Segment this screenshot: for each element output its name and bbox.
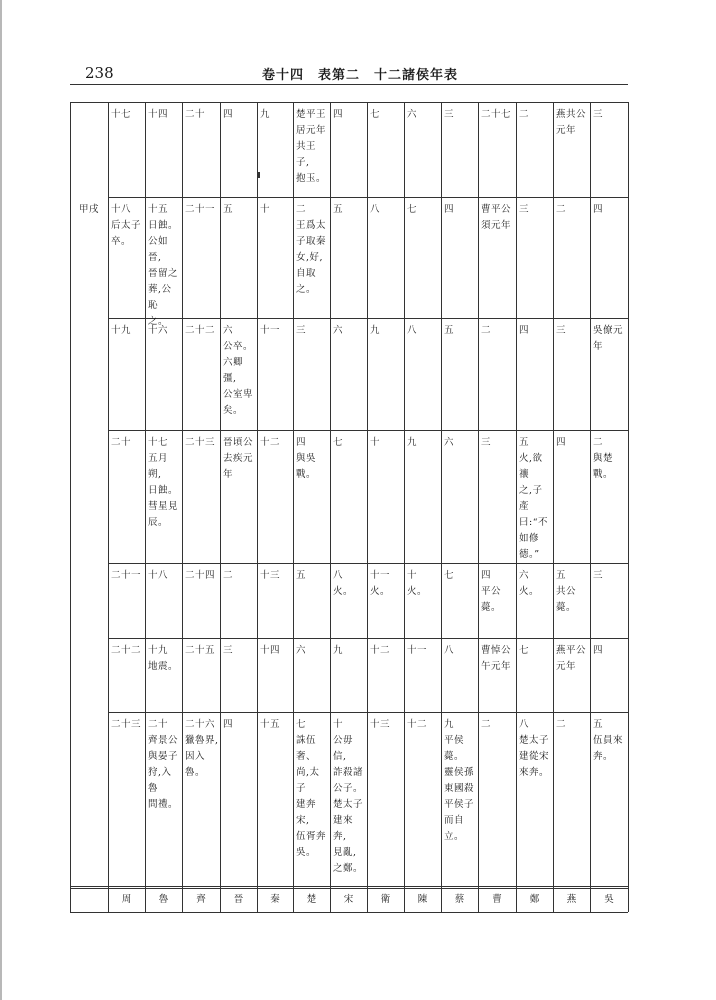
column-rule bbox=[404, 102, 405, 912]
state-column-label: 魯 bbox=[158, 894, 169, 905]
table-cell: 十五 日蝕。 公如晉, 晉留之 葬,公恥 之。 bbox=[148, 204, 179, 327]
table-cell: 曹悼公 午元年 bbox=[481, 645, 512, 672]
table-border bbox=[628, 102, 629, 912]
header-rule bbox=[70, 84, 628, 85]
table-cell: 楚平王 居元年 共王子, 抱玉。 bbox=[296, 109, 327, 184]
table-cell: 八 bbox=[370, 204, 381, 215]
row-rule bbox=[108, 563, 628, 564]
table-cell: 晉頃公 去疾元 年 bbox=[223, 437, 254, 480]
table-cell: 八 bbox=[444, 645, 455, 656]
table-cell: 六 bbox=[444, 437, 455, 448]
table-cell: 十四 bbox=[148, 109, 169, 120]
column-rule bbox=[220, 102, 221, 912]
column-rule bbox=[590, 102, 591, 912]
column-rule bbox=[257, 102, 258, 912]
table-cell: 二十 齊景公 與晏子 狩,入魯 問禮。 bbox=[148, 719, 179, 810]
table-cell: 六 火。 bbox=[519, 570, 540, 597]
state-column-label: 宋 bbox=[343, 894, 354, 905]
state-column-label: 衛 bbox=[380, 894, 391, 905]
table-cell: 燕共公 元年 bbox=[556, 109, 587, 136]
table-cell: 九 bbox=[370, 325, 381, 336]
table-cell: 五 bbox=[444, 325, 455, 336]
table-cell: 二 bbox=[556, 719, 567, 730]
table-cell: 二 bbox=[519, 109, 530, 120]
table-cell: 十八 bbox=[148, 570, 169, 581]
table-cell: 三 bbox=[296, 325, 307, 336]
table-cell: 十 bbox=[370, 437, 381, 448]
table-cell: 八 火。 bbox=[333, 570, 354, 597]
table-cell: 十九 bbox=[111, 325, 132, 336]
table-cell: 九 bbox=[407, 437, 418, 448]
table-cell: 十三 bbox=[260, 570, 281, 581]
state-column-label: 周 bbox=[121, 894, 132, 905]
table-cell: 七 bbox=[333, 437, 344, 448]
table-cell: 十一 bbox=[260, 325, 281, 336]
table-cell: 四 bbox=[333, 109, 344, 120]
table-cell: 十五 bbox=[260, 719, 281, 730]
table-cell: 十一 bbox=[407, 645, 428, 656]
state-column-label: 秦 bbox=[270, 894, 280, 905]
state-column-label: 蔡 bbox=[454, 894, 465, 905]
table-cell: 三 bbox=[593, 109, 604, 120]
table-cell: 曹平公 須元年 bbox=[481, 204, 512, 231]
table-cell: 十七 五月朔, 日蝕。 彗星見 辰。 bbox=[148, 437, 179, 528]
column-rule bbox=[182, 102, 183, 912]
table-cell: 五 伍員來 奔。 bbox=[593, 719, 624, 762]
row-rule bbox=[70, 888, 628, 889]
table-cell: 八 bbox=[407, 325, 418, 336]
row-rule bbox=[70, 886, 628, 887]
table-cell: 三 bbox=[556, 325, 567, 336]
state-column-label: 陳 bbox=[417, 894, 428, 905]
page-number: 238 bbox=[85, 64, 114, 82]
table-cell: 二十一 bbox=[185, 204, 216, 215]
column-rule bbox=[108, 102, 109, 912]
table-border bbox=[70, 102, 628, 103]
table-cell: 十一 火。 bbox=[370, 570, 391, 597]
table-cell: 七 bbox=[407, 204, 418, 215]
table-cell: 四 bbox=[593, 645, 604, 656]
table-cell: 四 bbox=[223, 109, 234, 120]
row-rule bbox=[108, 638, 628, 639]
table-cell: 四 bbox=[593, 204, 604, 215]
table-cell: 八 楚太子 建從宋 來奔。 bbox=[519, 719, 550, 778]
table-cell: 十 火。 bbox=[407, 570, 428, 597]
table-cell: 二十三 bbox=[185, 437, 216, 448]
row-rule bbox=[108, 712, 628, 713]
row-rule bbox=[108, 318, 628, 319]
table-cell: 二 bbox=[481, 325, 492, 336]
table-border bbox=[70, 102, 71, 912]
table-cell: 二十 bbox=[185, 109, 206, 120]
table-cell: 五 bbox=[223, 204, 234, 215]
table-cell: 四 平公薨。 bbox=[481, 570, 502, 613]
table-cell: 九 bbox=[260, 109, 271, 120]
table-cell: 二十三 bbox=[111, 719, 142, 730]
state-column-label: 齊 bbox=[196, 894, 206, 905]
column-rule bbox=[145, 102, 146, 912]
table-cell: 三 bbox=[481, 437, 492, 448]
table-cell: 吳僚元 年 bbox=[593, 325, 624, 352]
column-rule bbox=[330, 102, 331, 912]
table-cell: 三 bbox=[444, 109, 455, 120]
table-cell: 十二 bbox=[260, 437, 281, 448]
table-cell: 二十七 bbox=[481, 109, 512, 120]
table-border bbox=[70, 912, 628, 913]
table-cell: 四 bbox=[444, 204, 455, 215]
row-rule bbox=[108, 197, 628, 198]
table-cell: 三 bbox=[519, 204, 530, 215]
page-binding-edge bbox=[0, 0, 2, 1000]
state-column-label: 吳 bbox=[604, 894, 614, 905]
stray-mark bbox=[258, 172, 260, 178]
table-cell: 五 共公薨。 bbox=[556, 570, 577, 613]
table-cell: 七 bbox=[444, 570, 455, 581]
table-cell: 七 bbox=[519, 645, 530, 656]
table-cell: 四 bbox=[519, 325, 530, 336]
table-cell: 十九 地震。 bbox=[148, 645, 179, 672]
column-rule bbox=[478, 102, 479, 912]
table-cell: 三 bbox=[593, 570, 604, 581]
table-cell: 十六 bbox=[148, 325, 169, 336]
table-cell: 十二 bbox=[407, 719, 428, 730]
table-cell: 十 bbox=[260, 204, 271, 215]
table-cell: 七 誅伍奢、 尚,太子 建奔宋, 伍胥奔 吳。 bbox=[296, 719, 327, 858]
table-cell: 燕平公 元年 bbox=[556, 645, 587, 672]
table-cell: 四 bbox=[556, 437, 567, 448]
table-cell: 十四 bbox=[260, 645, 281, 656]
table-cell: 二 與楚戰。 bbox=[593, 437, 614, 480]
state-column-label: 鄭 bbox=[529, 894, 540, 905]
column-rule bbox=[367, 102, 368, 912]
column-rule bbox=[516, 102, 517, 912]
table-cell: 五 bbox=[333, 204, 344, 215]
ganzhi-label: 甲戌 bbox=[79, 204, 100, 215]
table-cell: 六 公卒。 六卿彊, 公室卑 矣。 bbox=[223, 325, 254, 416]
table-cell: 六 bbox=[333, 325, 344, 336]
table-cell: 十八 后太子 卒。 bbox=[111, 204, 142, 247]
table-cell: 二 王爲太 子取秦 女,好, 自取之。 bbox=[296, 204, 327, 295]
table-cell: 六 bbox=[407, 109, 418, 120]
table-cell: 四 bbox=[223, 719, 234, 730]
table-cell: 七 bbox=[370, 109, 381, 120]
table-cell: 二 bbox=[556, 204, 567, 215]
column-rule bbox=[293, 102, 294, 912]
state-column-label: 晉 bbox=[233, 894, 244, 905]
row-rule bbox=[108, 430, 628, 431]
table-cell: 九 bbox=[333, 645, 344, 656]
table-cell: 六 bbox=[296, 645, 307, 656]
table-cell: 四 與吳戰。 bbox=[296, 437, 317, 480]
table-cell: 二十二 bbox=[185, 325, 216, 336]
table-cell: 二十四 bbox=[185, 570, 216, 581]
table-cell: 十七 bbox=[111, 109, 132, 120]
table-cell: 十 公毋信, 詐殺諸 公子。 楚太子 建來奔, 見亂, 之鄭。 bbox=[333, 719, 364, 874]
table-cell: 二十二 bbox=[111, 645, 142, 656]
table-cell: 二 bbox=[223, 570, 234, 581]
state-column-label: 曹 bbox=[492, 894, 502, 905]
table-cell: 十三 bbox=[370, 719, 391, 730]
table-cell: 五 bbox=[296, 570, 307, 581]
column-rule bbox=[553, 102, 554, 912]
table-cell: 十二 bbox=[370, 645, 391, 656]
column-rule bbox=[441, 102, 442, 912]
state-column-label: 楚 bbox=[306, 894, 317, 905]
running-title: 卷十四 表第二 十二諸侯年表 bbox=[262, 68, 459, 83]
table-cell: 二十一 bbox=[111, 570, 142, 581]
table-cell: 二 bbox=[481, 719, 492, 730]
table-cell: 九 平侯薨。 靈侯孫 東國殺 平侯子 而自立。 bbox=[444, 719, 475, 842]
state-column-label: 燕 bbox=[566, 894, 577, 905]
table-cell: 二十五 bbox=[185, 645, 216, 656]
table-cell: 五 火,欲禳 之,子產 曰:“不 如修 德。” bbox=[519, 437, 549, 560]
table-cell: 三 bbox=[223, 645, 234, 656]
table-cell: 二十六 獵魯界, 因入魯。 bbox=[185, 719, 219, 778]
table-cell: 二十 bbox=[111, 437, 132, 448]
